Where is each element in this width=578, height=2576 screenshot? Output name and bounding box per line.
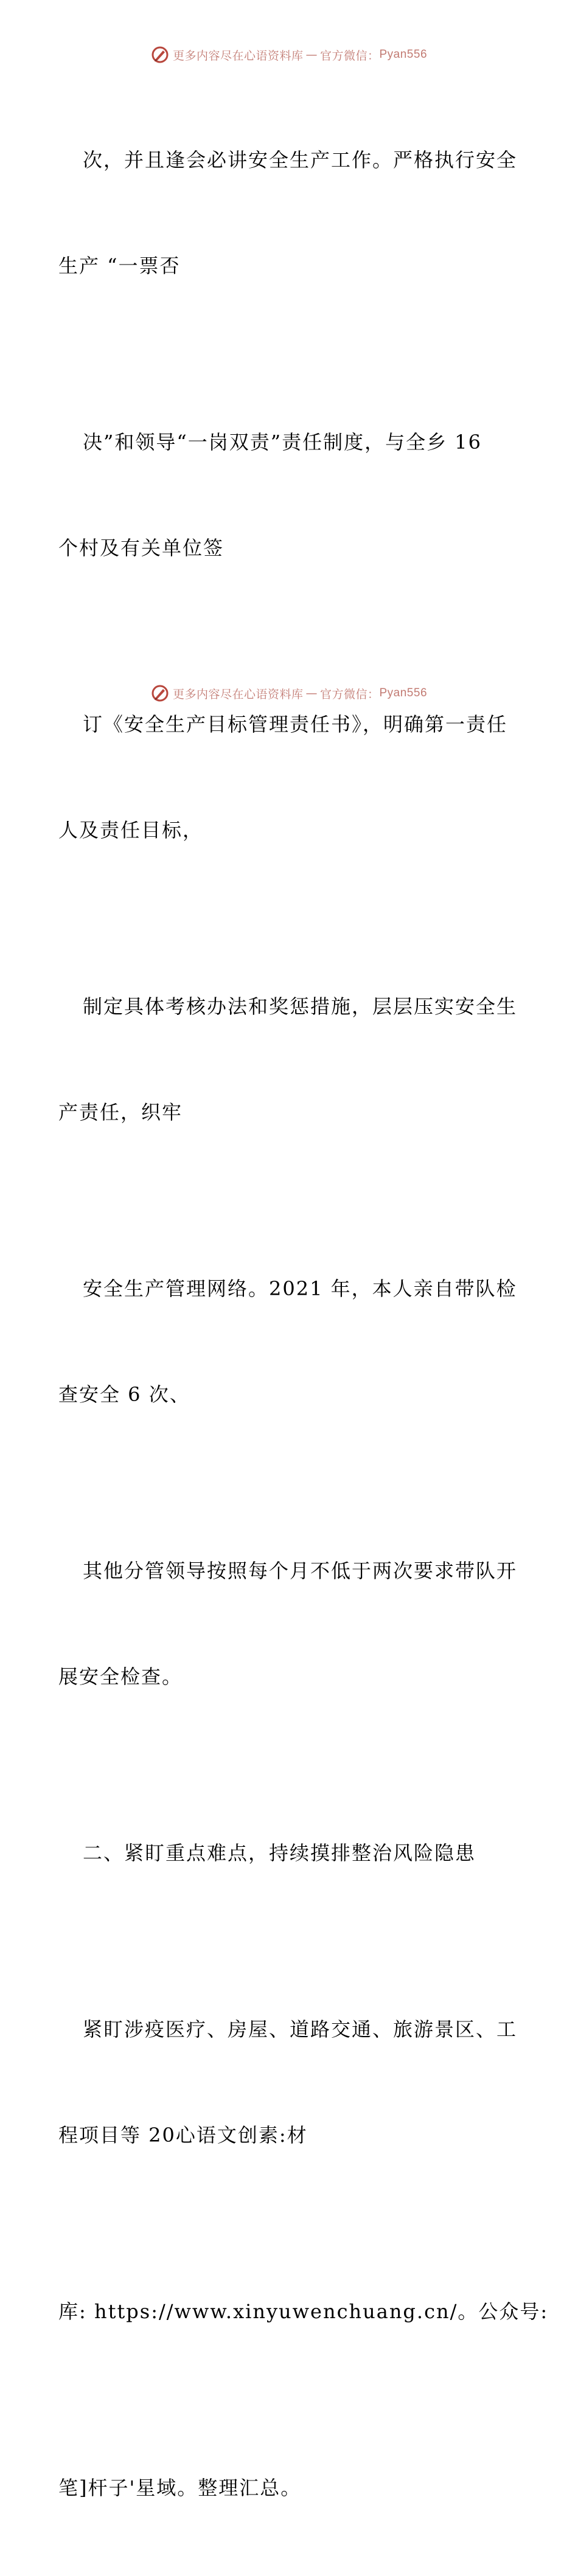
paragraph-3 bbox=[58, 636, 521, 918]
paragraph-line: 决”和领导“一岗双责”责任制度，与全乡 16 bbox=[83, 431, 482, 454]
watermark-label: 官方微信： bbox=[319, 687, 380, 701]
heading-line: 二、紧盯重点难点，持续摸排整治风险隐患 bbox=[83, 1841, 476, 1864]
watermark-separator: — bbox=[305, 48, 318, 61]
paragraph-line: 紧盯涉疫医疗、房屋、道路交通、旅游景区、工 bbox=[83, 2018, 518, 2041]
footer-watermark bbox=[0, 681, 578, 705]
watermark-separator: — bbox=[305, 687, 318, 700]
paragraph-line: 制定具体考核办法和奖惩措施，层层压实安全生 bbox=[83, 995, 518, 1018]
watermark-brand: 更多内容尽在心语资料库 bbox=[172, 687, 304, 701]
paragraph-5 bbox=[58, 1200, 521, 1483]
paragraph-line: 库: https://www.xinyuwenchuang.cn/。公众号: bbox=[58, 2300, 549, 2323]
paragraph-9 bbox=[58, 2400, 521, 2576]
paragraph-4 bbox=[58, 918, 521, 1200]
watermark-wechat-id: Pyan556 bbox=[379, 48, 428, 61]
paragraph-line: 人及责任目标， bbox=[58, 819, 204, 842]
paragraph-7 bbox=[58, 1941, 521, 2223]
paragraph-line: 查安全 6 次、 bbox=[58, 1383, 190, 1406]
paragraph-line: 笔]杆子'星域。整理汇总。 bbox=[58, 2476, 302, 2499]
paragraph-line: 其他分管领导按照每个月不低于两次要求带队开 bbox=[83, 1559, 518, 1582]
paragraph-line: 产责任，织牢 bbox=[58, 1101, 183, 1124]
paragraph-1 bbox=[58, 72, 521, 354]
paragraph-6 bbox=[58, 1483, 521, 1765]
document-body bbox=[58, 72, 549, 2576]
pen-logo-icon bbox=[151, 46, 169, 64]
paragraph-line: 订《安全生产目标管理责任书》，明确第一责任 bbox=[83, 713, 508, 736]
watermark-brand: 更多内容尽在心语资料库 bbox=[172, 49, 304, 63]
paragraph-8 bbox=[58, 2223, 549, 2400]
paragraph-line: 生产 “一票否 bbox=[58, 254, 181, 277]
paragraph-line: 程项目等 20心语文创素:材 bbox=[58, 2124, 308, 2147]
pen-logo-icon bbox=[151, 684, 169, 702]
watermark-wechat-id: Pyan556 bbox=[379, 687, 428, 699]
header-watermark bbox=[0, 43, 578, 67]
paragraph-line: 个村及有关单位签 bbox=[58, 536, 225, 559]
watermark-label: 官方微信： bbox=[319, 49, 380, 63]
paragraph-line: 安全生产管理网络。2021 年，本人亲自带队检 bbox=[83, 1277, 517, 1300]
paragraph-2 bbox=[58, 354, 521, 636]
paragraph-line: 展安全检查。 bbox=[58, 1665, 183, 1688]
section-heading bbox=[58, 1765, 521, 1941]
paragraph-line: 次，并且逢会必讲安全生产工作。严格执行安全 bbox=[83, 148, 518, 171]
